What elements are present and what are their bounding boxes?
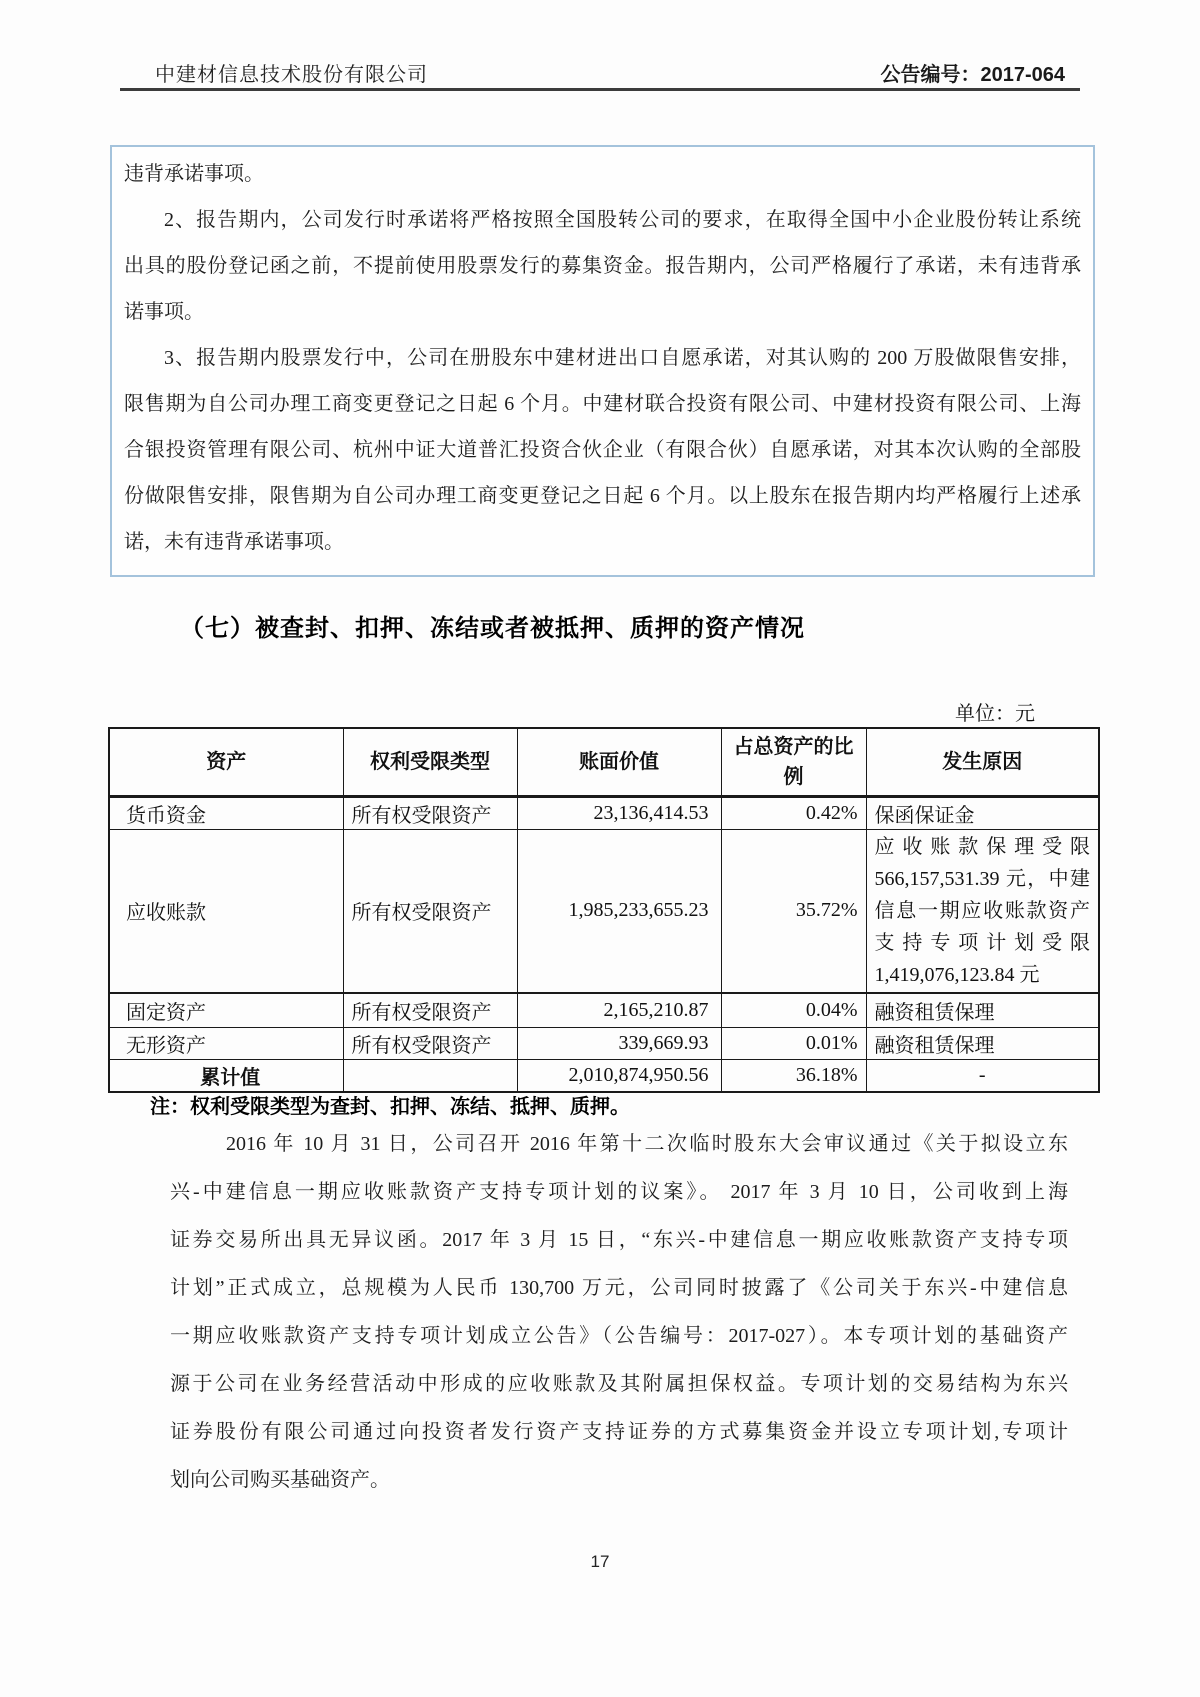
column-header-ratio: 占总资产的比例 [721, 728, 866, 796]
paragraph-line: 计划”正式成立，总规模为人民币 130,700 万元，公司同时披露了《公司关于东兴-中建信息 [170, 1277, 1068, 1299]
commitment-box [110, 145, 1095, 577]
paragraph-line: 源于公司在业务经营活动中形成的应收账款及其附属担保权益。专项计划的交易结构为东兴 [170, 1373, 1068, 1395]
reason-line: 1,419,076,123.84 元 [874, 963, 1040, 986]
column-header-asset: 资产 [109, 728, 343, 796]
reason-line: 支持专项计划受限 [874, 931, 1090, 954]
box-line: 出具的股份登记函之前，不提前使用股票发行的募集资金。报告期内，公司严格履行了承诺，未有违背承 [124, 255, 1081, 277]
restricted-assets-table [108, 727, 1098, 1093]
announcement-number: 公告编号：2017-064 [880, 64, 1065, 86]
type-cell: 所有权受限资产 [343, 993, 517, 1028]
asset-cell: 应收账款 [109, 829, 343, 993]
ratio-cell: 0.42% [721, 796, 866, 829]
value-cell: 339,669.93 [517, 1028, 721, 1060]
body-paragraph [170, 1120, 1068, 1504]
reason-cell [866, 829, 1099, 993]
ratio-cell: 0.04% [721, 993, 866, 1028]
table-total-row [109, 1060, 1099, 1093]
type-cell: 所有权受限资产 [343, 796, 517, 829]
table-note: 注：权利受限类型为查封、扣押、冻结、抵押、质押。 [150, 1096, 630, 1118]
type-cell [343, 1060, 517, 1093]
paragraph-line: 2016 年 10 月 31 日，公司召开 2016 年第十二次临时股东大会审议通过《关于拟设立东 [226, 1133, 1068, 1155]
column-header-restriction-type: 权利受限类型 [343, 728, 517, 796]
header-rule [120, 88, 1080, 91]
box-line: 份做限售安排，限售期为自公司办理工商变更登记之日起 6 个月。以上股东在报告期内均严格履行上述承 [124, 485, 1081, 507]
box-line: 2、报告期内，公司发行时承诺将严格按照全国股转公司的要求，在取得全国中小企业股份转让系统 [164, 209, 1081, 231]
type-cell: 所有权受限资产 [343, 1028, 517, 1060]
asset-cell: 货币资金 [109, 796, 343, 829]
reason-cell: 融资租赁保理 [866, 993, 1099, 1028]
total-label-cell: 累计值 [109, 1060, 343, 1093]
asset-cell: 固定资产 [109, 993, 343, 1028]
company-name: 中建材信息技术股份有限公司 [155, 64, 428, 86]
box-line: 3、报告期内股票发行中，公司在册股东中建材进出口自愿承诺，对其认购的 200 万股做限售安排， [164, 347, 1081, 369]
box-line: 诺，未有违背承诺事项。 [124, 531, 344, 553]
paragraph-line: 证券交易所出具无异议函。2017 年 3 月 15 日，“东兴-中建信息一期应收账款资产支持专项 [170, 1229, 1068, 1251]
column-header-reason: 发生原因 [866, 728, 1099, 796]
box-line: 诺事项。 [124, 301, 204, 323]
box-line: 合银投资管理有限公司、杭州中证大道普汇投资合伙企业（有限合伙）自愿承诺，对其本次认购的全部股 [124, 439, 1081, 461]
reason-line: 信息一期应收账款资产 [874, 899, 1090, 922]
ratio-cell: 35.72% [721, 829, 866, 993]
table-row [109, 993, 1099, 1028]
value-cell: 23,136,414.53 [517, 796, 721, 829]
value-cell: 2,010,874,950.56 [517, 1060, 721, 1093]
table-header-row [109, 728, 1099, 796]
asset-cell: 无形资产 [109, 1028, 343, 1060]
ratio-cell: 0.01% [721, 1028, 866, 1060]
box-line: 限售期为自公司办理工商变更登记之日起 6 个月。中建材联合投资有限公司、中建材投资有限公司、上海 [124, 393, 1081, 415]
paragraph-line: 兴-中建信息一期应收账款资产支持专项计划的议案》。 2017 年 3 月 10 日，公司收到上海 [170, 1181, 1068, 1203]
reason-cell: 保函保证金 [866, 796, 1099, 829]
paragraph-line: 一期应收账款资产支持专项计划成立公告》（公告编号：2017-027）。本专项计划的基础资产 [170, 1325, 1068, 1347]
unit-label: 单位：元 [955, 703, 1035, 725]
reason-multiline [875, 831, 1091, 991]
ratio-cell: 36.18% [721, 1060, 866, 1093]
box-line: 违背承诺事项。 [124, 163, 264, 185]
page-number: 17 [590, 1552, 610, 1571]
table-row [109, 796, 1099, 829]
paragraph-line: 证券股份有限公司通过向投资者发行资产支持证券的方式募集资金并设立专项计划,专项计 [170, 1421, 1068, 1443]
reason-cell: 融资租赁保理 [866, 1028, 1099, 1060]
value-cell: 2,165,210.87 [517, 993, 721, 1028]
reason-line: 566,157,531.39 元，中建 [874, 867, 1090, 890]
table-row [109, 829, 1099, 993]
value-cell: 1,985,233,655.23 [517, 829, 721, 993]
reason-line: 应收账款保理受限 [874, 835, 1090, 858]
section-title: （七）被查封、扣押、冻结或者被抵押、质押的资产情况 [180, 615, 805, 642]
column-header-book-value: 账面价值 [517, 728, 721, 796]
type-cell: 所有权受限资产 [343, 829, 517, 993]
paragraph-line: 划向公司购买基础资产。 [170, 1469, 390, 1491]
reason-cell: - [866, 1060, 1099, 1093]
table-row [109, 1028, 1099, 1060]
